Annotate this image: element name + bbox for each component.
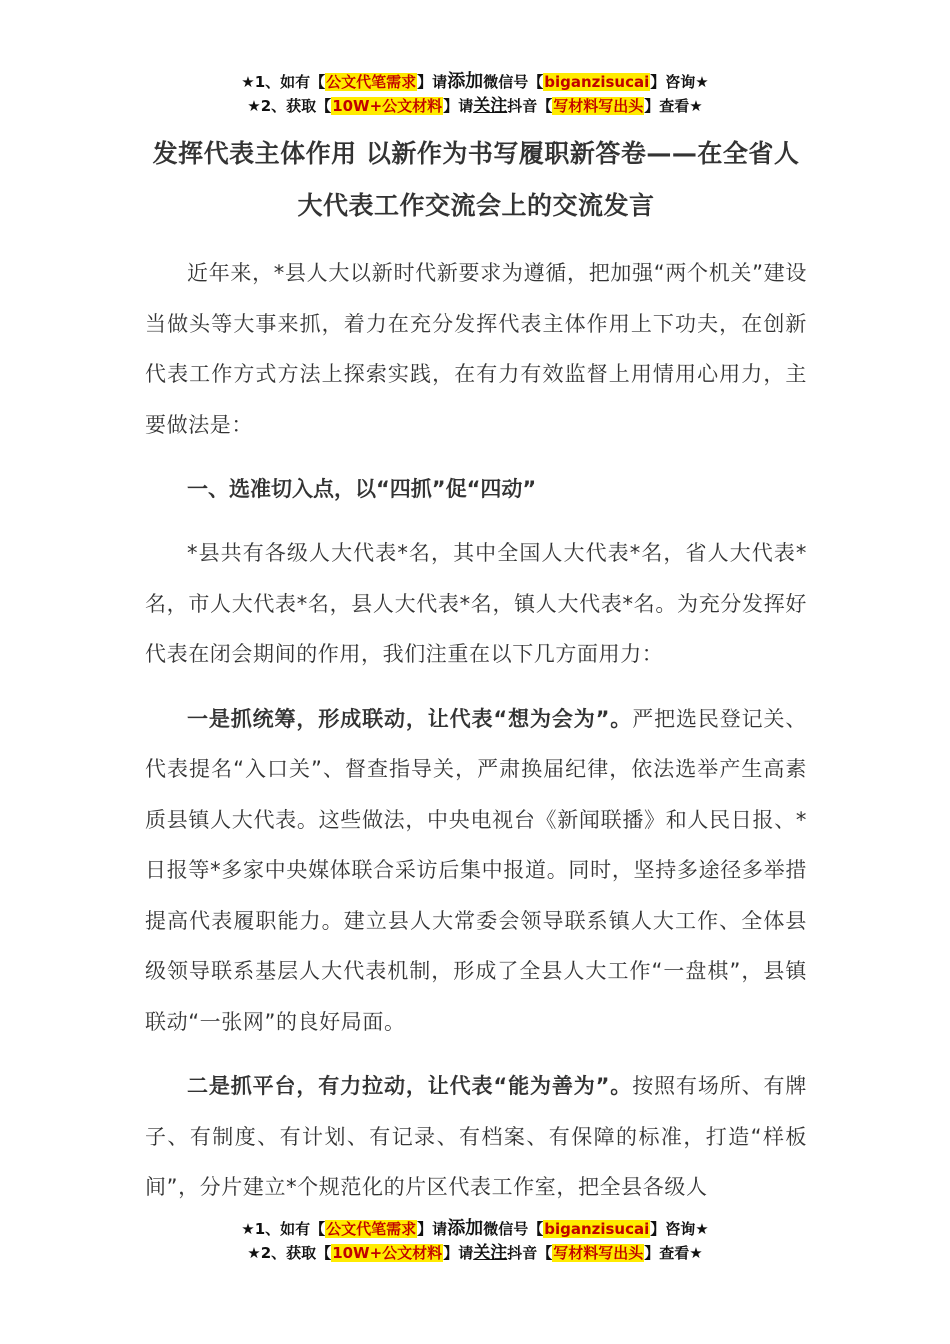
point-two-paragraph — [145, 1061, 807, 1213]
banner-text: 】咨询★ — [650, 1220, 709, 1238]
document-title-line-2: 大代表工作交流会上的交流发言 — [297, 191, 655, 220]
point-one-body: 严把选民登记关、代表提名“入口关”、督查指导关，严肃换届纪律，依法选举产生高素质县镇人大代表。这些做法，中央电视台《新闻联播》和人民日报、*日报等*多家中央媒体联合采访后集中报道。同时，坚持多途径多举措提高代表履职能力。建立县人大常委会领导联系镇人大工作、全体县级领导联系基层人大代表机制，形成了全县人大工作“一盘棋”，县镇联动“一张网”的良好局面。 — [145, 706, 807, 1034]
banner-line-1 — [0, 70, 950, 94]
footer-banner — [0, 1217, 950, 1265]
banner-text: ★1、如有【 — [241, 73, 326, 91]
highlight-wechat-id: biganzisucai — [544, 1220, 650, 1238]
highlight-materials: 10W+公文材料 — [332, 1244, 443, 1262]
banner-line-2 — [0, 94, 950, 118]
highlight-douyin-account: 写材料写出头 — [553, 97, 644, 115]
banner-text: 】查看★ — [644, 97, 703, 115]
banner-text: 微信号【 — [483, 1220, 544, 1238]
banner-text: ★2、获取【 — [247, 1244, 332, 1262]
banner-text: 】请 — [417, 73, 448, 91]
highlight-douyin-account: 写材料写出头 — [553, 1244, 644, 1262]
banner-emphasis: 关注 — [473, 96, 508, 116]
intro-paragraph: 近年来，*县人大以新时代新要求为遵循，把加强“两个机关”建设当做头等大事来抓，着力在充分发挥代表主体作用上下功夫，在创新代表工作方式方法上探索实践，在有力有效监督上用情用心用力，主要做法是： — [145, 261, 807, 437]
section-intro-paragraph: *县共有各级人大代表*名，其中全国人大代表*名，省人大代表*名，市人大代表*名，县人大代表*名，镇人大代表*名。为充分发挥好代表在闭会期间的作用，我们注重在以下几方面用力： — [145, 541, 807, 666]
highlight-service: 公文代笔需求 — [326, 1220, 417, 1238]
document-title-line-1: 发挥代表主体作用 以新作为书写履职新答卷——在全省人 — [152, 139, 800, 168]
banner-text: ★2、获取【 — [247, 97, 332, 115]
point-one-paragraph — [145, 694, 807, 1048]
highlight-service: 公文代笔需求 — [326, 73, 417, 91]
header-banner — [0, 70, 950, 118]
banner-text: 微信号【 — [483, 73, 544, 91]
highlight-materials: 10W+公文材料 — [332, 97, 443, 115]
point-one-lead: 一是抓统筹，形成联动，让代表“想为会为”。 — [187, 706, 633, 731]
banner-text: 】查看★ — [644, 1244, 703, 1262]
document-body — [145, 128, 807, 1213]
point-two-lead: 二是抓平台，有力拉动，让代表“能为善为”。 — [187, 1074, 633, 1098]
banner-emphasis: 添加 — [447, 71, 484, 92]
banner-text: ★1、如有【 — [241, 1220, 326, 1238]
banner-text: 抖音【 — [507, 97, 553, 115]
banner-line-1 — [0, 1217, 950, 1241]
point-two-body: 按照有场所、有牌子、有制度、有计划、有记录、有档案、有保障的标准，打造“样板间”，分片建立*个规范化的片区代表工作室，把全县各级人 — [145, 1074, 807, 1199]
banner-line-2 — [0, 1241, 950, 1265]
banner-text: 】请 — [417, 1220, 448, 1238]
banner-emphasis: 添加 — [447, 1218, 484, 1239]
banner-emphasis: 关注 — [473, 1243, 508, 1263]
banner-text: 抖音【 — [507, 1244, 553, 1262]
highlight-wechat-id: biganzisucai — [544, 73, 650, 91]
banner-text: 】请 — [443, 97, 474, 115]
banner-text: 】咨询★ — [650, 73, 709, 91]
section-heading: 一、选准切入点，以“四抓”促“四动” — [187, 477, 537, 501]
banner-text: 】请 — [443, 1244, 474, 1262]
